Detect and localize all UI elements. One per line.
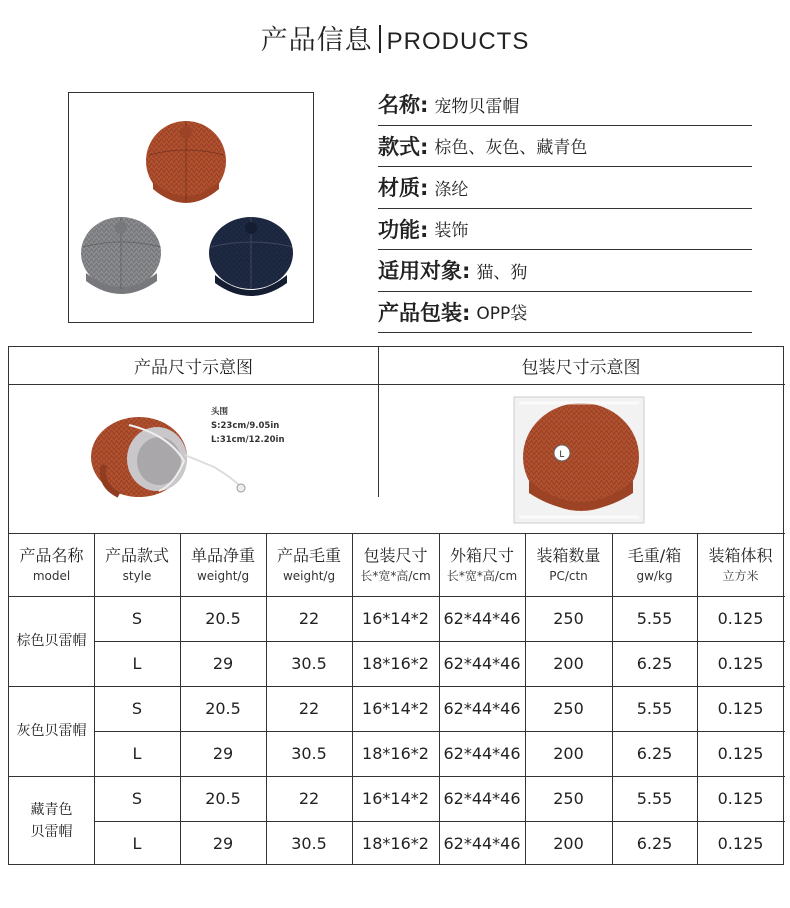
header-cn: 包装尺寸 [363, 546, 428, 565]
info-value: 棕色、灰色、藏青色 [434, 138, 588, 159]
info-row [378, 167, 752, 209]
table-cell: 0.125 [717, 699, 764, 718]
table-cell: 16*14*2 [362, 789, 429, 808]
column-header [94, 534, 180, 596]
table-cell: 0.125 [717, 744, 764, 763]
head-circumference-label: 头围 [211, 407, 229, 417]
size-l-label: L:31cm/12.20in [211, 435, 285, 445]
table-cell: 16*14*2 [362, 609, 429, 628]
table-cell: 20.5 [205, 609, 241, 628]
header-en: weight/g [196, 569, 250, 583]
table-cell: 62*44*46 [443, 609, 521, 628]
product-info-list [378, 84, 752, 333]
page-title [0, 18, 790, 57]
navy-beret [209, 217, 293, 296]
pack-diagram-title: 包装尺寸示意图 [521, 358, 641, 378]
info-row [378, 126, 752, 168]
table-cell: 200 [553, 744, 584, 763]
column-header [9, 534, 94, 596]
column-header [352, 534, 439, 596]
column-header [525, 534, 612, 596]
table-cell: L [132, 834, 142, 853]
column-header [266, 534, 352, 596]
model-name: 灰色贝雷帽 [16, 723, 87, 739]
table-cell: 30.5 [291, 834, 327, 853]
table-cell: 250 [553, 609, 584, 628]
grey-beret [81, 217, 161, 294]
table-cell: 6.25 [636, 834, 673, 853]
table-cell: 0.125 [717, 834, 764, 853]
header-cn: 毛重/箱 [627, 546, 682, 565]
table-cell: 29 [212, 654, 234, 673]
info-key: 材质: [378, 176, 429, 201]
table-cell: 6.25 [636, 654, 673, 673]
table-cell: 20.5 [205, 699, 241, 718]
table-cell: 5.55 [636, 789, 673, 808]
package-diagram [379, 385, 784, 533]
info-key: 名称: [378, 93, 429, 118]
header-cn: 产品毛重 [276, 546, 341, 565]
table-cell: 62*44*46 [443, 789, 521, 808]
table-cell: 250 [553, 789, 584, 808]
table-cell: 200 [553, 834, 584, 853]
header-en: PC/ctn [549, 569, 588, 583]
header-cn: 产品名称 [19, 546, 84, 565]
size-tag: L [559, 449, 565, 459]
table-cell: 18*16*2 [362, 654, 429, 673]
size-diagram [9, 385, 378, 533]
table-cell: 62*44*46 [443, 834, 521, 853]
table-cell: 5.55 [636, 609, 673, 628]
beret-inside-illustration [9, 385, 378, 533]
info-value: 装饰 [434, 221, 469, 242]
info-row [378, 250, 752, 292]
table-cell: 18*16*2 [362, 744, 429, 763]
opp-bag-illustration [379, 385, 784, 533]
beret-hats-illustration [69, 93, 313, 322]
info-key: 产品包装: [378, 300, 471, 325]
brown-beret [146, 121, 226, 203]
column-header [697, 534, 784, 596]
title-divider [379, 25, 381, 53]
table-cell: 22 [298, 609, 320, 628]
header-cn: 产品款式 [104, 546, 169, 565]
table-cell: S [131, 609, 143, 628]
info-value: OPP袋 [476, 304, 528, 325]
model-cell [9, 776, 94, 866]
info-row [378, 84, 752, 126]
table-cell: 62*44*46 [443, 699, 521, 718]
title-en: PRODUCTS [386, 28, 530, 55]
header-cn: 外箱尺寸 [449, 546, 514, 565]
column-header [439, 534, 525, 596]
table-cell: 22 [298, 699, 320, 718]
table-cell: 250 [553, 699, 584, 718]
model-name: 棕色贝雷帽 [16, 633, 87, 649]
header-en: 长*宽*高/cm [446, 569, 518, 583]
info-row [378, 292, 752, 334]
table-cell: L [132, 654, 142, 673]
model-name: 藏青色 [30, 802, 73, 818]
header-en: 立方米 [722, 569, 759, 583]
table-cell: S [131, 789, 143, 808]
model-cell [9, 596, 94, 686]
header-cn: 装箱体积 [708, 546, 773, 565]
table-cell: 5.55 [636, 699, 673, 718]
table-cell: S [131, 699, 143, 718]
header-cn: 装箱数量 [536, 546, 601, 565]
table-cell: 20.5 [205, 789, 241, 808]
header-cn: 单品净重 [190, 546, 255, 565]
table-cell: 0.125 [717, 789, 764, 808]
header-en: gw/kg [636, 569, 673, 583]
size-diagram-title: 产品尺寸示意图 [134, 358, 253, 378]
table-cell: 62*44*46 [443, 744, 521, 763]
table-cell: 30.5 [291, 654, 327, 673]
info-key: 功能: [378, 217, 429, 242]
model-name-line2: 贝雷帽 [30, 824, 73, 840]
table-cell: 29 [212, 744, 234, 763]
size-s-label: S:23cm/9.05in [211, 421, 280, 431]
header-en: model [32, 569, 71, 583]
table-cell: 200 [553, 654, 584, 673]
header-en: style [122, 569, 152, 583]
table-cell: 29 [212, 834, 234, 853]
table-cell: 30.5 [291, 744, 327, 763]
table-cell: 22 [298, 789, 320, 808]
product-photo [68, 92, 314, 323]
table-cell: 18*16*2 [362, 834, 429, 853]
info-key: 款式: [378, 134, 429, 159]
table-cell: 0.125 [717, 609, 764, 628]
table-cell: 0.125 [717, 654, 764, 673]
info-value: 宠物贝雷帽 [434, 96, 520, 117]
table-cell: 16*14*2 [362, 699, 429, 718]
column-header [612, 534, 697, 596]
header-en: weight/g [282, 569, 336, 583]
table-cell: 62*44*46 [443, 654, 521, 673]
table-cell: L [132, 744, 142, 763]
title-cn: 产品信息 [260, 25, 373, 56]
info-row [378, 209, 752, 251]
info-value: 猫、狗 [476, 262, 528, 283]
model-cell [9, 686, 94, 776]
info-value: 涤纶 [434, 179, 469, 200]
info-key: 适用对象: [378, 259, 471, 284]
header-en: 长*宽*高/cm [360, 569, 431, 583]
table-cell: 6.25 [636, 744, 673, 763]
column-header [180, 534, 266, 596]
spec-table [8, 346, 784, 865]
